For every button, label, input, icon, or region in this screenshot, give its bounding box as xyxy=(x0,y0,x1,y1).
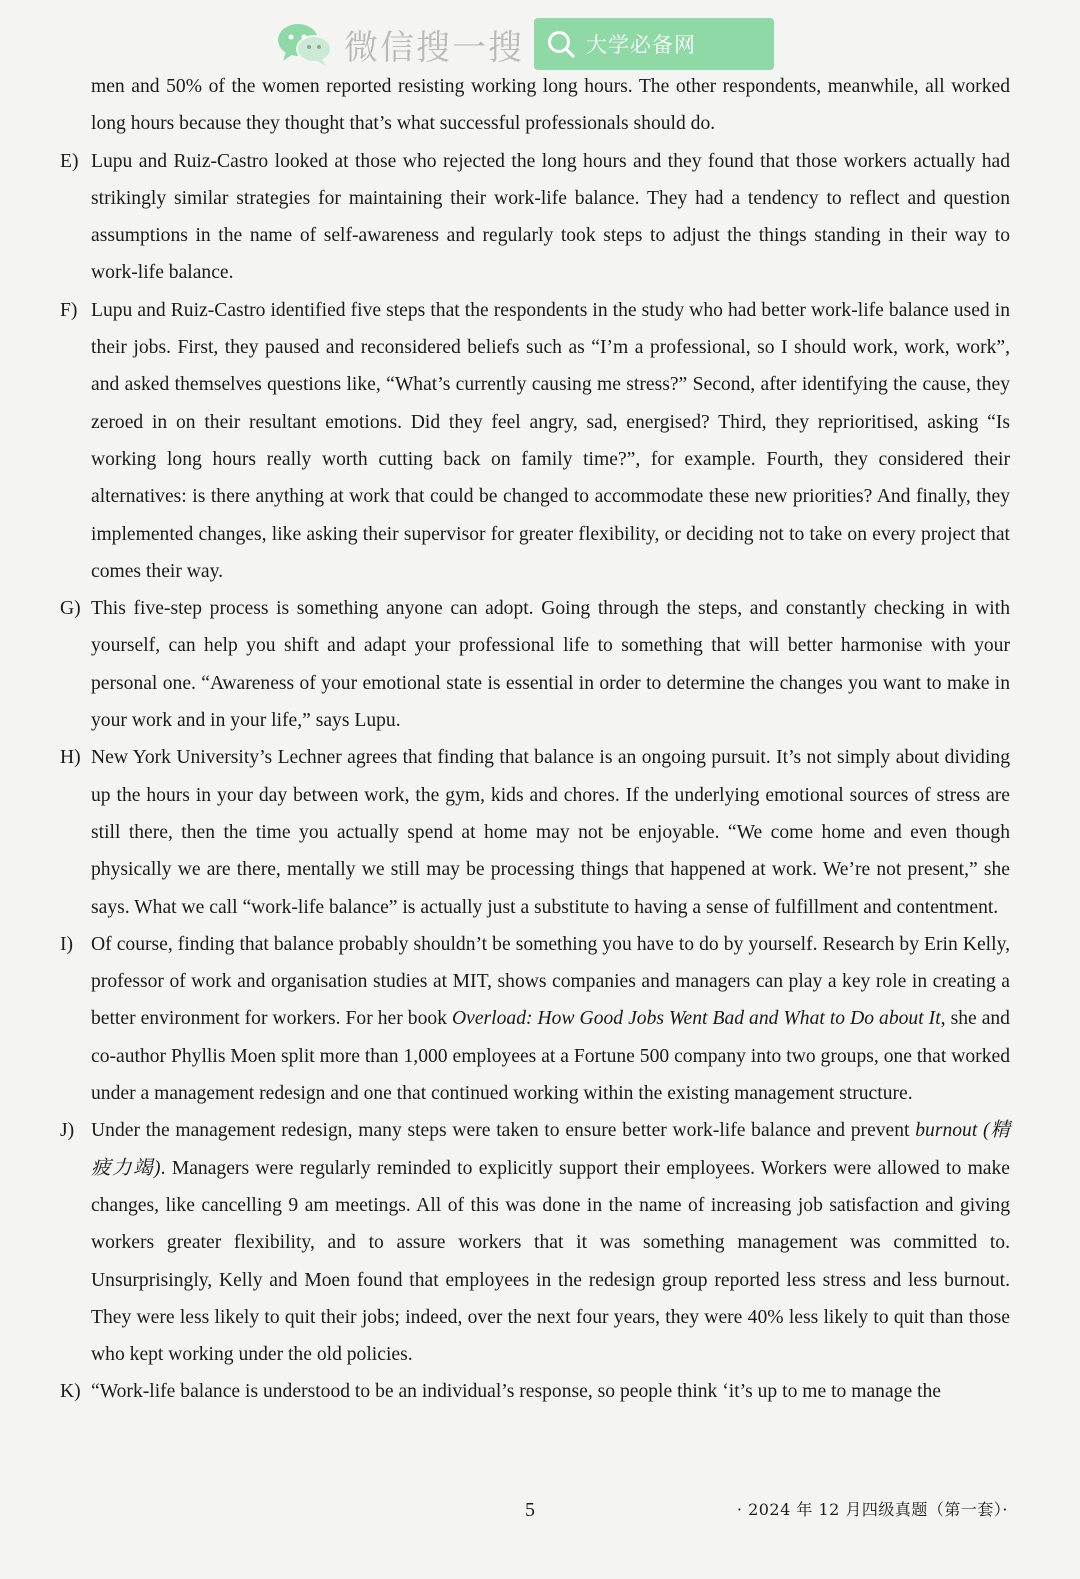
paragraph-j xyxy=(60,1112,1010,1373)
paragraph-g xyxy=(60,590,1010,739)
paragraph-text: “Work-life balance is understood to be an individual’s response, so people think ‘it’s up to me to manage the xyxy=(91,1381,942,1403)
paragraph-text: This five-step process is something anyone can adopt. Going through the steps, and constantly checking in with yourself, can help you shift and adapt your professional life to something that will better harmonise with your personal one. “Awareness of your emotional state is essential in order to determine the changes you want to make in your work and in your life,” says Lupu. xyxy=(91,598,1010,732)
paragraph-k xyxy=(60,1373,1010,1410)
paragraph-label: E) xyxy=(60,150,79,172)
chinese-gloss: (精疲力竭) xyxy=(91,1120,1010,1179)
wechat-logo-icon xyxy=(276,21,334,67)
watermark-search-text: 大学必备网 xyxy=(586,33,696,57)
paragraph-text: New York University’s Lechner agrees that finding that balance is an ongoing pursuit. It’s not simply about dividing up the hours in your day between work, the gym, kids and chores. If the underlying emotional sources of stress are still there, then the time you actually spend at home may not be enjoyable. “We come home and even though physically we are there, mentally we still may be processing things that happened at work. We’re not present,” she says. What we call “work-life balance” is actually just a substitute to having a sense of fulfillment and contentment. xyxy=(91,747,1010,918)
paragraph-label: I) xyxy=(60,933,74,955)
paragraph-text: men and 50% of the women reported resisting working long hours. The other respondents, meanwhile, all worked long hours because they thought that’s what successful professionals should do. xyxy=(91,76,1010,135)
book-title: Overload: How Good Jobs Went Bad and What to Do about It xyxy=(451,1008,941,1030)
paragraph-i xyxy=(60,926,1010,1112)
paragraph-d-continued xyxy=(60,68,1010,143)
search-icon xyxy=(546,29,576,59)
paragraph-text: Lupu and Ruiz-Castro looked at those who rejected the long hours and they found that those workers actually had strikingly similar strategies for maintaining their work-life balance. They had a tendency to reflect and question assumptions in the name of self-awareness and regularly took steps to adjust the things standing in their way to work-life balance. xyxy=(91,150,1010,284)
paragraph-text: Lupu and Ruiz-Castro identified five steps that the respondents in the study who had better work-life balance used in their jobs. First, they paused and reconsidered beliefs such as “I’m a professional, so I should work, work, work”, and asked themselves questions like, “What’s currently causing me stress?” Second, after identifying the cause, they zeroed in on their resultant emotions. Did they feel angry, sad, energised? Third, they reprioritised, asking “Is working long hours really worth cutting back on family time?”, for example. Fourth, they considered their alternatives: is there anything at work that could be changed to accommodate these new priorities? And finally, they implemented changes, like asking their supervisor for greater flexibility, or deciding not to take on every project that comes their way. xyxy=(91,299,1010,582)
paragraph-text-end: , she and co-author Phyllis Moen split more than 1,000 employees at a Fortune 500 company into two groups, one that worked under a management redesign and one that continued working within the existing management structure. xyxy=(91,1008,1010,1105)
paragraph-label: J) xyxy=(60,1120,75,1142)
paragraph-label: G) xyxy=(60,598,81,620)
wechat-search-watermark[interactable] xyxy=(276,18,774,70)
watermark-brand-text: 微信搜一搜 xyxy=(344,27,524,68)
glossed-term: burnout xyxy=(915,1120,978,1142)
page-number: 5 xyxy=(525,1499,535,1521)
paragraph-e xyxy=(60,143,1010,292)
paragraph-h xyxy=(60,739,1010,925)
paragraph-label: F) xyxy=(60,299,78,321)
footer-exam-title: · 2024 年 12 月四级真题（第一套）· xyxy=(736,1500,1008,1519)
paragraph-label: K) xyxy=(60,1381,81,1403)
paragraph-text-start: Of course, finding that balance probably shouldn’t be something you have to do by yourself. Research by Erin Kelly, professor of work and organisation studies at MIT, shows companies and managers can play a key role in creating a better environment for workers. For her book xyxy=(91,933,1010,1030)
paragraph-label: H) xyxy=(60,747,81,769)
watermark-search-box[interactable] xyxy=(534,18,774,70)
paragraph-f xyxy=(60,292,1010,590)
paragraph-text-end: . Managers were regularly reminded to explicitly support their employees. Workers were allowed to make changes, like cancelling 9 am meetings. All of this was done in the name of increasing job satisfaction and giving workers greater flexibility, and to assure workers that it was something management was committed to. Unsurprisingly, Kelly and Moen found that employees in the redesign group reported less stress and less burnout. They were less likely to quit their jobs; indeed, over the next four years, they were 40% less likely to quit than those who kept working under the old policies. xyxy=(91,1157,1010,1366)
paragraph-text-start: Under the management redesign, many steps were taken to ensure better work-life balance and prevent xyxy=(91,1120,916,1142)
passage-body xyxy=(60,68,1010,1411)
